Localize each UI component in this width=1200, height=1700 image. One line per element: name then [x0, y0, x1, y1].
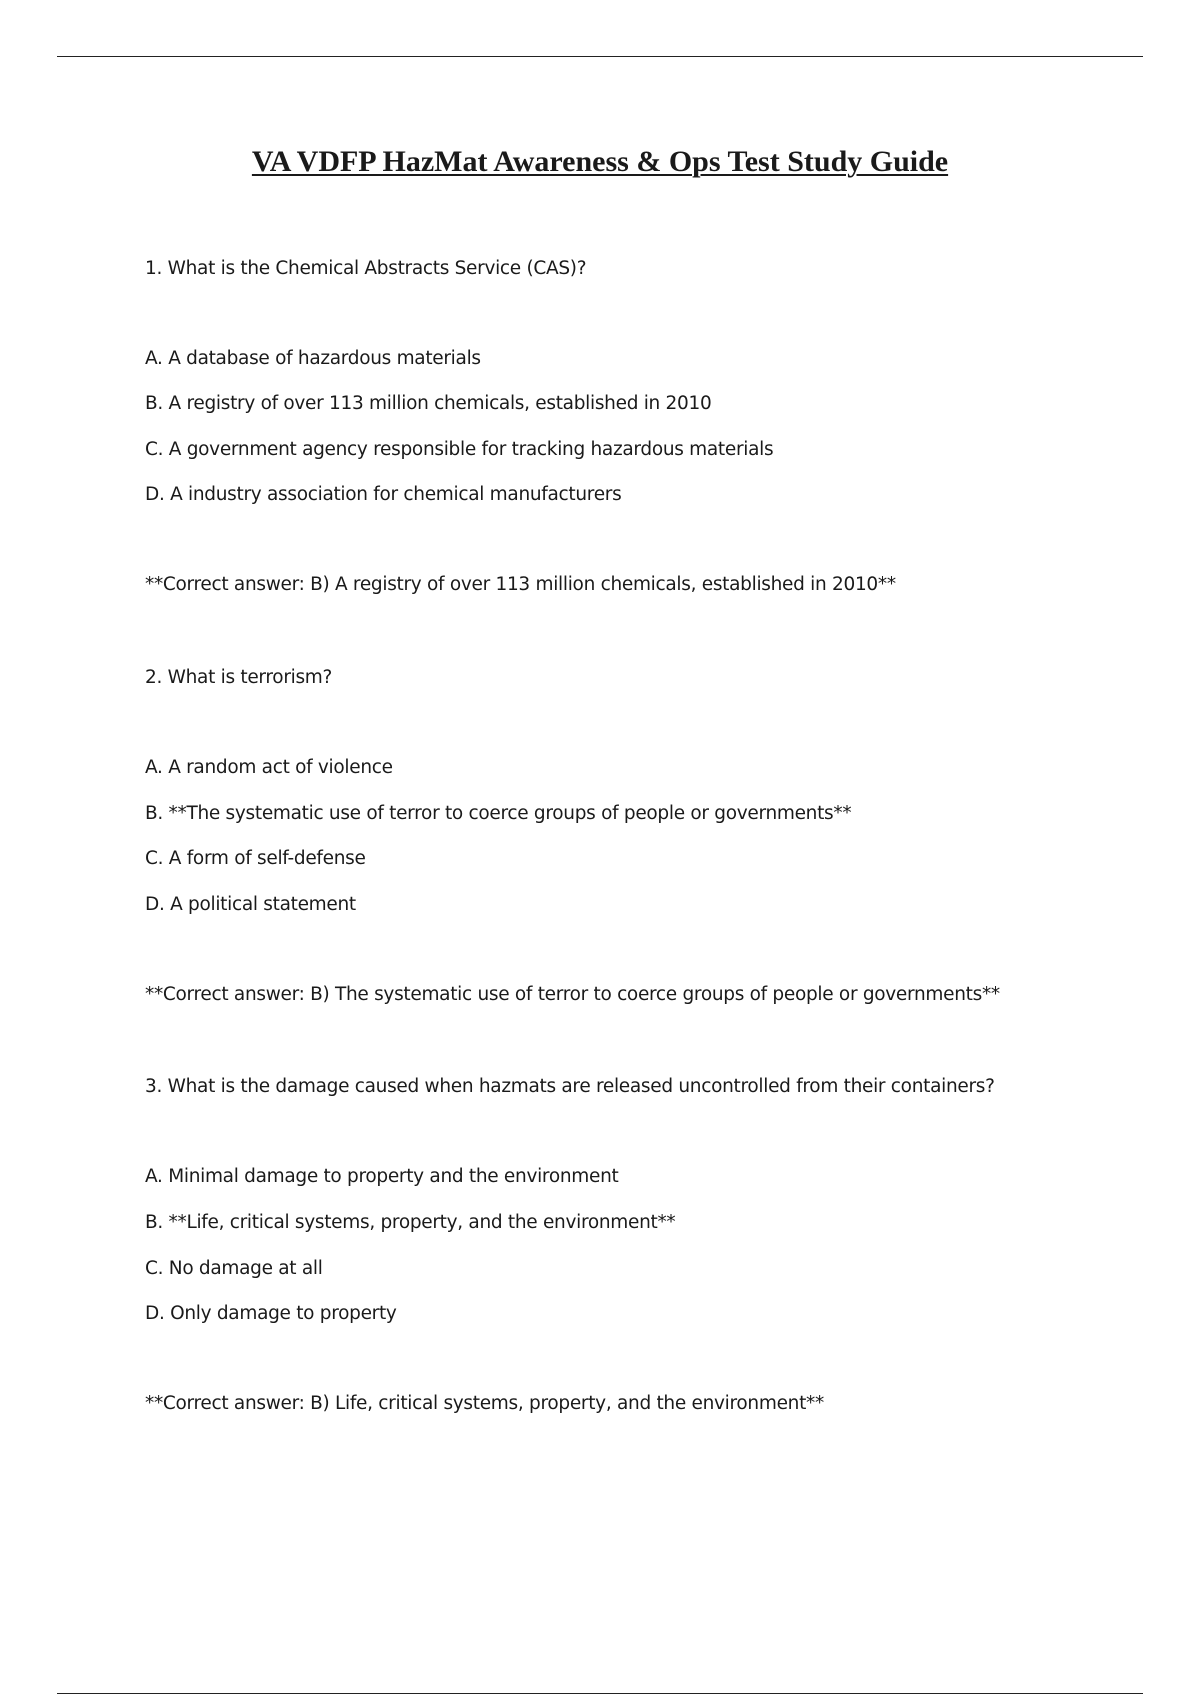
question-1-answer: **Correct answer: B) A registry of over 113 million chemicals, established in 2010**	[145, 574, 896, 595]
question-2-option-c: C. A form of self-defense	[145, 848, 366, 869]
question-2-answer: **Correct answer: B) The systematic use of terror to coerce groups of people or governments**	[145, 984, 1000, 1005]
question-3-option-c: C. No damage at all	[145, 1258, 323, 1279]
bottom-rule	[57, 1693, 1143, 1694]
question-2-option-b: B. **The systematic use of terror to coerce groups of people or governments**	[145, 803, 852, 824]
top-rule	[57, 56, 1143, 57]
question-1-option-b: B. A registry of over 113 million chemicals, established in 2010	[145, 393, 712, 414]
question-1: 1. What is the Chemical Abstracts Service (CAS)?	[145, 258, 587, 279]
question-2-option-a: A. A random act of violence	[145, 757, 393, 778]
question-3-option-a: A. Minimal damage to property and the environment	[145, 1166, 619, 1187]
question-3-answer: **Correct answer: B) Life, critical systems, property, and the environment**	[145, 1393, 824, 1414]
question-1-option-a: A. A database of hazardous materials	[145, 348, 481, 369]
page-title-text: VA VDFP HazMat Awareness & Ops Test Study Guide	[251, 145, 949, 178]
question-3-option-d: D. Only damage to property	[145, 1303, 397, 1324]
question-1-option-d: D. A industry association for chemical manufacturers	[145, 484, 622, 505]
question-2-option-d: D. A political statement	[145, 894, 356, 915]
question-3-option-b: B. **Life, critical systems, property, and the environment**	[145, 1212, 676, 1233]
question-3: 3. What is the damage caused when hazmats are released uncontrolled from their containers?	[145, 1076, 995, 1097]
question-1-option-c: C. A government agency responsible for tracking hazardous materials	[145, 439, 774, 460]
page-title	[0, 142, 1200, 182]
question-2: 2. What is terrorism?	[145, 667, 333, 688]
